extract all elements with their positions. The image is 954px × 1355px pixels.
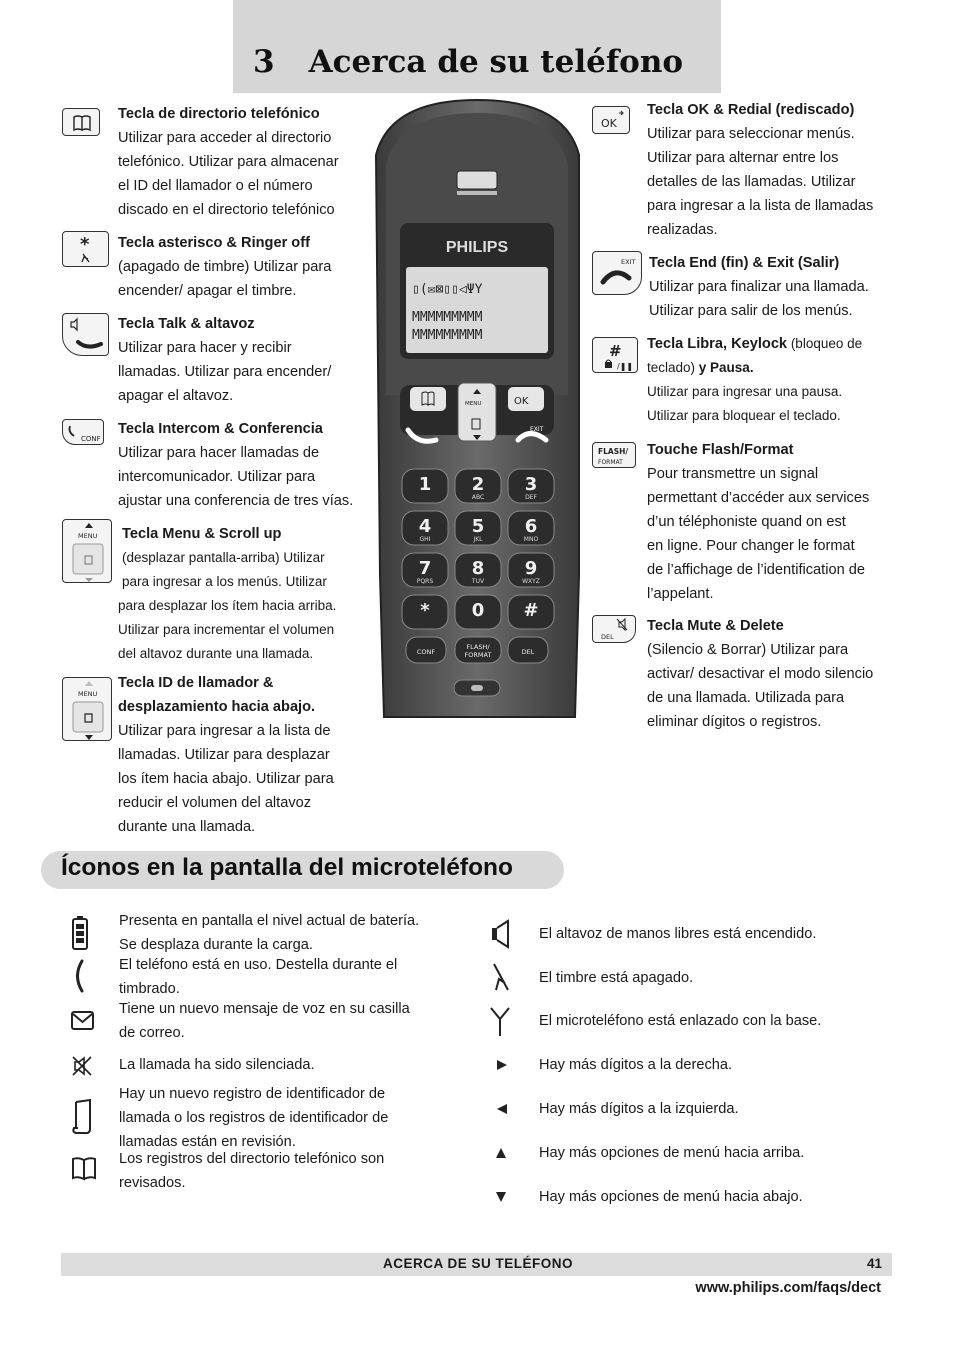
svg-text:/❚❚: /❚❚ [617, 362, 634, 371]
key-line: realizadas. [647, 222, 718, 238]
keypad-key-3 [508, 469, 554, 503]
keypad-key-# [508, 595, 554, 629]
keypad-key-9 [508, 553, 554, 587]
key-line: Utilizar para hacer llamadas de [118, 445, 320, 461]
desc-line: Tiene un nuevo mensaje de voz en su casilla [119, 1001, 410, 1017]
desc-line: La llamada ha sido silenciada. [119, 1057, 315, 1073]
key-title: Tecla ID de llamador & [118, 675, 274, 691]
key-title: Tecla End (fin) & Exit (Salir) [649, 255, 840, 271]
arrow-down-icon [494, 1190, 508, 1204]
desc-line: llamadas están en revisión. [119, 1134, 296, 1150]
svg-text:EXIT: EXIT [621, 258, 636, 266]
svg-text:6: 6 [524, 516, 538, 537]
key-line: llamadas. Utilizar para encender/ [118, 364, 332, 380]
keypad-key-* [402, 595, 448, 629]
handset-desc [119, 953, 459, 1001]
key-line: apagar el altavoz. [118, 388, 234, 404]
flash-format-key-icon [592, 442, 636, 468]
key-title: Tecla de directorio telefónico [118, 106, 320, 122]
footer-bar [61, 1253, 892, 1276]
arrow-right-icon [495, 1058, 509, 1072]
key-line: d’un téléphoniste quand on est [647, 514, 846, 530]
key-line: Utilizar para salir de los menús. [649, 303, 853, 319]
svg-text:#: # [523, 600, 539, 621]
svg-text:9: 9 [524, 558, 538, 579]
book-desc [119, 1147, 459, 1195]
key-title-rest: (bloqueo de [787, 336, 863, 351]
key-title: Tecla OK & Redial (rediscado) [647, 102, 855, 118]
arrow-left-icon [495, 1102, 509, 1116]
arrow-left-desc: Hay más dígitos a la izquierda. [539, 1101, 739, 1117]
key-line: en ligne. Pour changer le format [647, 538, 855, 554]
key-line: detalles de las llamadas. Utilizar [647, 174, 856, 190]
desc-line: timbrado. [119, 981, 180, 997]
key-line: Utilizar para acceder al directorio [118, 130, 332, 146]
svg-text:CONF: CONF [416, 648, 436, 656]
key-line: Utilizar para ingresar a la lista de [118, 723, 331, 739]
key-line: teclado) [647, 360, 699, 375]
svg-text:3: 3 [524, 474, 538, 495]
key-title: Tecla Libra, Keylock [647, 336, 788, 352]
key-line: para desplazar los ítem hacia arriba. [118, 598, 337, 613]
talk-key-desc [118, 312, 378, 408]
arrow-down-desc: Hay más opciones de menú hacia abajo. [539, 1189, 803, 1205]
key-line: activar/ desactivar el modo silencio [647, 666, 874, 682]
svg-text:FORMAT: FORMAT [598, 459, 623, 466]
phonebook-key-desc [118, 102, 378, 222]
phonebook-key-icon [62, 108, 100, 136]
chapter-number: 3 [253, 44, 275, 80]
keypad-key-0 [455, 595, 501, 629]
key-line: para ingresar a los menús. Utilizar [122, 574, 327, 589]
svg-text:WXYZ: WXYZ [522, 578, 540, 585]
svg-text:GHI: GHI [419, 536, 431, 543]
svg-text:JKL: JKL [473, 536, 483, 543]
desc-line: llamada o los registros de identificador de [119, 1110, 389, 1126]
desc-line: Presenta en pantalla el nivel actual de batería. [119, 913, 420, 929]
battery-desc [119, 909, 459, 957]
key-line: discado en el directorio telefónico [118, 202, 335, 218]
svg-text:DEF: DEF [525, 494, 537, 501]
desc-line: Los registros del directorio telefónico son [119, 1151, 385, 1167]
svg-text:MMMMMMMMM: MMMMMMMMM [412, 310, 483, 325]
key-title: Tecla Intercom & Conferencia [118, 421, 323, 437]
key-title: desplazamiento hacia abajo. [118, 699, 316, 715]
mute-desc [119, 1053, 459, 1077]
ringer-off-icon [490, 961, 512, 993]
key-line: (desplazar pantalla-arriba) Utilizar [122, 550, 325, 565]
star-ringer-key-icon [62, 231, 109, 267]
mute-delete-key-icon [592, 615, 636, 643]
key-line-bold: y Pausa. [698, 360, 754, 375]
ringer-off-desc: El timbre está apagado. [539, 970, 694, 986]
arrow-up-desc: Hay más opciones de menú hacia arriba. [539, 1145, 805, 1161]
flash-key-desc [647, 438, 907, 606]
end-key-desc [649, 251, 909, 323]
svg-text:CONF: CONF [81, 435, 101, 443]
envelope-icon [70, 1009, 96, 1033]
key-line: de una llamada. Utilizada para [647, 690, 845, 706]
key-title: Touche Flash/Format [647, 442, 794, 458]
svg-text:MENU: MENU [78, 532, 98, 540]
key-line: Pour transmettre un signal [647, 466, 819, 482]
mute-icon [70, 1054, 94, 1078]
key-line: encender/ apagar el timbre. [118, 283, 297, 299]
keypad-key-8 [455, 553, 501, 587]
talk-speaker-key-icon [62, 313, 109, 356]
arrow-right-desc: Hay más dígitos a la derecha. [539, 1057, 733, 1073]
svg-text:MENU: MENU [78, 690, 98, 698]
svg-text:1: 1 [418, 474, 432, 495]
book-icon [70, 1154, 98, 1182]
key-line: l’appelant. [647, 586, 714, 602]
key-line: de l’affichage de l’identification de [647, 562, 865, 578]
intercom-key-desc [118, 417, 380, 513]
page-number: 41 [866, 1256, 882, 1271]
key-line: los ítem hacia abajo. Utilizar para [118, 771, 334, 787]
keypad-key-5 [455, 511, 501, 545]
svg-text:MNO: MNO [523, 536, 539, 543]
key-line: Utilizar para seleccionar menús. [647, 126, 855, 142]
svg-text:4: 4 [418, 516, 432, 537]
key-line: Utilizar para incrementar el volumen [118, 622, 335, 637]
section-title: Íconos en la pantalla del microteléfono [61, 854, 513, 881]
key-line: llamadas. Utilizar para desplazar [118, 747, 330, 763]
key-line: del altavoz durante una llamada. [118, 646, 314, 661]
svg-text:0: 0 [471, 600, 485, 621]
keypad-key-4 [402, 511, 448, 545]
svg-text:DEL: DEL [521, 648, 535, 656]
keypad-key-del [508, 637, 548, 663]
svg-text:ABC: ABC [471, 494, 485, 501]
svg-text:PQRS: PQRS [416, 578, 434, 585]
desc-line: Hay un nuevo registro de identificador de [119, 1086, 386, 1102]
footer-url: www.philips.com/faqs/dect [695, 1280, 881, 1296]
svg-text:MMMMMMMMM: MMMMMMMMM [412, 328, 483, 343]
desc-line: Se desplaza durante la carga. [119, 937, 313, 953]
end-exit-key-icon [592, 251, 642, 295]
section-heading [41, 851, 564, 889]
svg-text:OK: OK [601, 117, 617, 130]
handset-icon [70, 958, 90, 994]
svg-text:EXIT: EXIT [530, 426, 544, 433]
title-banner [233, 0, 721, 93]
svg-text:TUV: TUV [471, 578, 485, 585]
key-line: Utilizar para alternar entre los [647, 150, 839, 166]
svg-text:#: # [609, 342, 622, 360]
mute-key-desc [647, 614, 917, 734]
scroll-desc [119, 1082, 459, 1154]
svg-text:2: 2 [471, 474, 485, 495]
keypad-key-2 [455, 469, 501, 503]
key-title: Tecla Talk & altavoz [118, 316, 255, 332]
chapter-title: Acerca de su teléfono [308, 44, 684, 80]
page-title [253, 44, 683, 80]
svg-text:*: * [80, 234, 90, 255]
svg-text:8: 8 [471, 558, 485, 579]
key-line: intercomunicador. Utilizar para [118, 469, 316, 485]
footer-section: ACERCA DE SU TELÉFONO [383, 1256, 574, 1271]
envelope-desc [119, 997, 459, 1045]
svg-text:OK: OK [514, 396, 529, 407]
antenna-icon [488, 1005, 512, 1037]
key-title: Tecla Mute & Delete [647, 618, 784, 634]
key-line: eliminar dígitos o registros. [647, 714, 822, 730]
key-line: Utilizar para bloquear el teclado. [647, 408, 841, 423]
brand-logo: PHILIPS [445, 239, 509, 256]
key-title: Tecla asterisco & Ringer off [118, 235, 310, 251]
pound-key-desc [647, 332, 907, 428]
keypad-key-flash [455, 637, 501, 663]
desc-line: El teléfono está en uso. Destella durante el [119, 957, 398, 973]
svg-text:DEL: DEL [601, 633, 614, 641]
svg-text:FLASH/: FLASH/ [598, 447, 629, 456]
antenna-desc: El microteléfono está enlazado con la base. [539, 1013, 822, 1029]
ok-redial-key-icon [592, 106, 630, 134]
speaker-icon [490, 918, 514, 950]
key-line: reducir el volumen del altavoz [118, 795, 312, 811]
desc-line: de correo. [119, 1025, 185, 1041]
key-line: Utilizar para finalizar una llamada. [649, 279, 869, 295]
ok-key-desc [647, 98, 907, 242]
keypad-key-6 [508, 511, 554, 545]
menu-scroll-up-key-icon [62, 519, 112, 583]
key-line: durante una llamada. [118, 819, 256, 835]
svg-text:*: * [420, 600, 430, 621]
svg-text:MENU: MENU [465, 401, 482, 407]
speaker-desc: El altavoz de manos libres está encendido. [539, 926, 817, 942]
desc-line: revisados. [119, 1175, 186, 1191]
key-line: para ingresar a la lista de llamadas [647, 198, 874, 214]
svg-text:▯(✉⊠▯▯◁ΨΥ: ▯(✉⊠▯▯◁ΨΥ [412, 282, 483, 297]
svg-text:FLASH/: FLASH/ [466, 643, 490, 651]
key-line: telefónico. Utilizar para almacenar [118, 154, 339, 170]
key-line: permettant d’accéder aux services [647, 490, 870, 506]
arrow-up-icon [494, 1146, 508, 1160]
key-line: el ID del llamador o el número [118, 178, 313, 194]
battery-icon [70, 915, 90, 951]
key-line: Utilizar para ingresar una pausa. [647, 384, 843, 399]
star-key-desc [118, 231, 378, 303]
handset-illustration [370, 95, 585, 725]
scroll-icon [70, 1097, 96, 1137]
keypad-key-conf [406, 637, 446, 663]
key-title: Tecla Menu & Scroll up [122, 526, 282, 542]
key-line: ajustar una conferencia de tres vías. [118, 493, 354, 509]
svg-text:7: 7 [418, 558, 432, 579]
pound-keylock-key-icon [592, 337, 638, 373]
conf-key-icon [62, 419, 104, 445]
keypad-key-1 [402, 469, 448, 503]
callerid-key-desc [118, 671, 380, 839]
svg-text:FORMAT: FORMAT [464, 651, 492, 659]
menu-key-desc [118, 522, 380, 666]
svg-text:5: 5 [471, 516, 485, 537]
keypad-key-7 [402, 553, 448, 587]
key-line: (apagado de timbre) Utilizar para [118, 259, 332, 275]
key-line: (Silencio & Borrar) Utilizar para [647, 642, 849, 658]
callerid-scroll-down-key-icon [62, 677, 112, 741]
key-line: Utilizar para hacer y recibir [118, 340, 292, 356]
